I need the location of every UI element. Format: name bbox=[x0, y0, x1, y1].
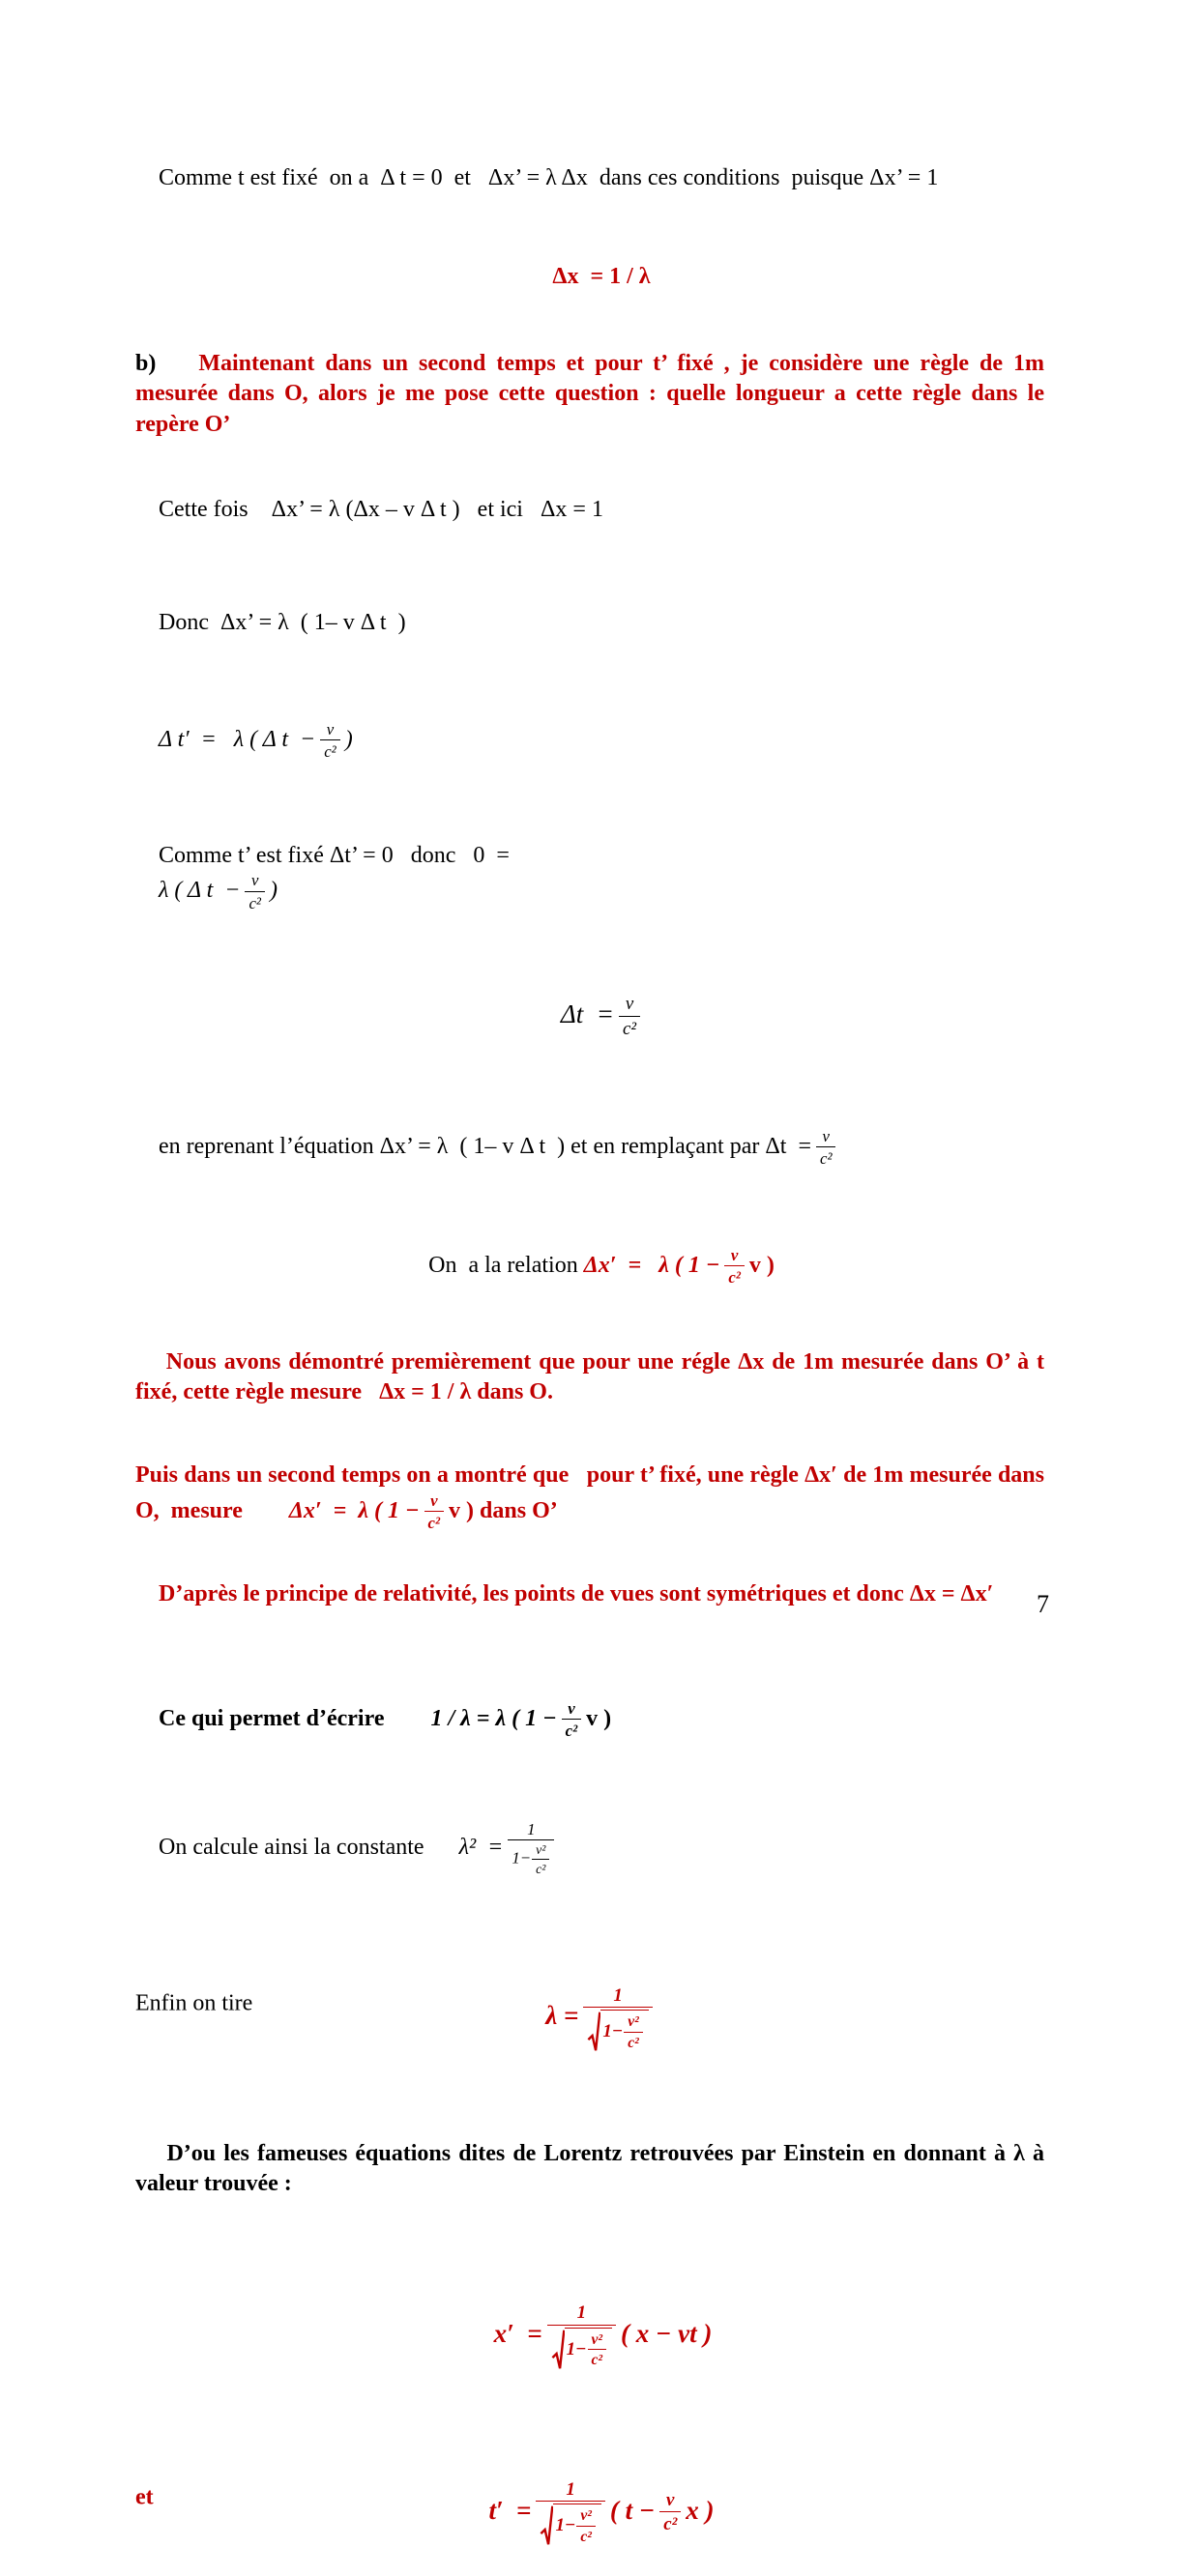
radicand bbox=[600, 2010, 648, 2052]
relation-pre: On a la relation bbox=[428, 1252, 584, 1278]
fraction-denominator: c² bbox=[591, 2352, 603, 2369]
radical-icon bbox=[587, 2012, 600, 2052]
radical-icon bbox=[540, 2505, 553, 2546]
dtprime-lhs: Δ t′ = λ ( Δ t − bbox=[159, 726, 316, 752]
one-minus: 1− bbox=[555, 2515, 576, 2536]
fraction-denominator bbox=[536, 2502, 604, 2546]
fraction-one-over-sqrt bbox=[583, 1985, 652, 2052]
tprime-post: x ) bbox=[686, 2495, 715, 2525]
comme-t-mid: λ ( Δ t − bbox=[159, 878, 241, 904]
formula-dx-equals-one-over-lambda bbox=[135, 232, 1044, 323]
dt-lhs: Δt = bbox=[560, 999, 614, 1029]
section-b-label: b) bbox=[135, 351, 157, 377]
fraction-v-over-c2 bbox=[724, 1246, 744, 1288]
lambda-lhs: λ = bbox=[545, 2001, 579, 2031]
fraction-numerator: 1 bbox=[536, 2479, 604, 2503]
formula-lambda bbox=[545, 1984, 658, 2052]
one-minus: 1− bbox=[512, 1848, 532, 1867]
fraction-denominator: c² bbox=[728, 1268, 741, 1288]
fraction-denominator bbox=[547, 2326, 616, 2370]
fraction-one-over-sqrt bbox=[547, 2302, 616, 2369]
enfin-text: Enfin on tire bbox=[135, 1990, 253, 2016]
relation-post: v ) bbox=[748, 1252, 775, 1278]
fraction-one-over-sqrt bbox=[536, 2479, 604, 2546]
puis-text-b: dans O’ bbox=[474, 1497, 558, 1523]
fraction-denominator: c² bbox=[628, 2035, 639, 2052]
donc-text: Donc Δx’ = λ ( 1– v Δ t ) bbox=[159, 610, 406, 636]
fraction-denominator: c² bbox=[820, 1149, 833, 1169]
fraction-v-over-c2 bbox=[816, 1127, 835, 1169]
radical-icon bbox=[551, 2330, 565, 2370]
fraction-v-over-c2 bbox=[320, 720, 339, 762]
fraction-v-over-c2 bbox=[424, 1491, 444, 1533]
formula-ce-qui-permet bbox=[135, 1669, 1044, 1771]
xprime-post: ( x − vt ) bbox=[621, 2318, 713, 2348]
fraction-numerator: v bbox=[816, 1127, 835, 1147]
fraction-v2-over-c2 bbox=[532, 1842, 549, 1877]
formula-enfin-on-tire bbox=[135, 1925, 1044, 2082]
fraction-denominator: c² bbox=[324, 742, 336, 762]
dou-text: D’ou les fameuses équations dites de Lorentz retrouvées par Einstein en donnant à λ à valeur trouvée : bbox=[135, 2141, 1050, 2197]
formula-comme-t-prime bbox=[135, 811, 1044, 942]
fraction-numerator: v² bbox=[624, 2013, 643, 2033]
radicand bbox=[565, 2328, 612, 2370]
ce-qui-text: Ce qui permet d’écrire bbox=[159, 1705, 385, 1731]
page-number: 7 bbox=[1037, 1590, 1049, 1618]
radicand bbox=[553, 2504, 600, 2546]
dx-result-text: Δx = 1 / λ bbox=[552, 263, 651, 289]
one-minus: 1− bbox=[602, 2021, 624, 2042]
fraction-denominator: c² bbox=[536, 1862, 546, 1877]
fraction-denominator: c² bbox=[249, 893, 261, 912]
nous-avons-text: Nous avons démontré premièrement que pour une régle Δx de 1m mesurée dans O’ à t fixé, cette règle mesure Δx = 1 / λ dans O. bbox=[135, 1348, 1056, 1405]
fraction-numerator: v bbox=[245, 871, 264, 891]
ce-qui-lhs: 1 / λ = λ ( 1 − bbox=[430, 1705, 557, 1731]
fraction-v2-over-c2 bbox=[576, 2507, 596, 2546]
constante-text: On calcule ainsi la constante bbox=[159, 1834, 424, 1860]
formula-delta-t-prime bbox=[135, 690, 1044, 792]
fraction-v2-over-c2 bbox=[624, 2013, 643, 2052]
tprime-open: ( t − bbox=[609, 2495, 656, 2525]
fraction-v-over-c2 bbox=[245, 871, 264, 912]
puis-formula-post: v ) bbox=[449, 1497, 475, 1523]
fraction-numerator: v bbox=[619, 994, 640, 1017]
fraction-v-over-c2 bbox=[659, 2490, 681, 2535]
fraction-numerator: v bbox=[562, 1699, 581, 1720]
fraction-v2-over-c2 bbox=[588, 2331, 607, 2370]
document-page-content bbox=[135, 133, 1056, 2576]
fraction-numerator: v² bbox=[532, 1842, 549, 1860]
section-b-text: Maintenant dans un second temps et pour t’ fixé , je considère une règle de 1m mesurée dans O, alors je me pose cette question : quelle longueur a cette règle dans le repère O’ bbox=[135, 351, 1050, 437]
line-donc bbox=[135, 578, 1044, 669]
fraction-numerator: v² bbox=[576, 2507, 596, 2527]
formula-relation bbox=[135, 1216, 1044, 1317]
comme-t-close: ) bbox=[269, 878, 278, 904]
fraction-numerator: 1 bbox=[547, 2302, 616, 2326]
tprime-lhs: t′ = bbox=[488, 2495, 532, 2525]
paragraph-intro bbox=[135, 133, 1044, 224]
line-en-reprenant bbox=[135, 1097, 1044, 1199]
dtprime-close: ) bbox=[344, 726, 353, 752]
fraction-one-over-1-minus-v2c2 bbox=[508, 1820, 554, 1877]
fraction-denominator bbox=[583, 2008, 652, 2052]
fraction-denominator bbox=[508, 1840, 554, 1877]
fraction-numerator: v bbox=[424, 1491, 444, 1512]
et-label: et bbox=[135, 2484, 154, 2510]
constante-lhs: λ² = bbox=[458, 1834, 504, 1860]
line-cette-fois bbox=[135, 465, 1044, 556]
comme-t-pre: Comme t’ est fixé Δt’ = 0 donc 0 = bbox=[159, 843, 510, 868]
fraction-denominator: c² bbox=[623, 1018, 637, 1039]
fraction-denominator: c² bbox=[565, 1722, 578, 1741]
intro-text: Comme t est fixé on a Δ t = 0 et Δx’ = λ Δx dans ces conditions puisque Δx’ = 1 bbox=[159, 165, 939, 191]
fraction-v-over-c2 bbox=[562, 1699, 581, 1741]
square-root bbox=[540, 2504, 600, 2546]
fraction-numerator: v bbox=[320, 720, 339, 740]
puis-formula-lhs: Δx′ = λ ( 1 − bbox=[288, 1497, 420, 1523]
square-root bbox=[551, 2328, 612, 2370]
xprime-lhs: x′ = bbox=[493, 2318, 542, 2348]
paragraph-nous-avons bbox=[135, 1317, 1056, 1438]
tprime-formula bbox=[488, 2478, 715, 2546]
formula-constante bbox=[135, 1790, 1044, 1907]
one-minus: 1− bbox=[566, 2338, 587, 2359]
fraction-numerator: 1 bbox=[508, 1820, 554, 1840]
fraction-denominator: c² bbox=[663, 2514, 678, 2535]
dapres-text: D’après le principe de relativité, les points de vues sont symétriques et donc Δx = Δx′ bbox=[159, 1581, 994, 1607]
ce-qui-post: v ) bbox=[586, 1705, 612, 1731]
paragraph-puis bbox=[135, 1461, 1050, 1532]
fraction-v-over-c2 bbox=[619, 994, 640, 1039]
cette-fois-text: Cette fois Δx’ = λ (Δx – v Δ t ) et ici Δx = 1 bbox=[159, 496, 603, 522]
paragraph-dapres bbox=[135, 1549, 1044, 1640]
formula-delta-t-result bbox=[135, 960, 1044, 1074]
reprenant-text: en reprenant l’équation Δx’ = λ ( 1– v Δ t ) et en remplaçant par Δt = bbox=[159, 1133, 811, 1159]
square-root bbox=[587, 2010, 648, 2052]
relation-lhs: Δx′ = λ ( 1 − bbox=[583, 1252, 720, 1278]
fraction-numerator: 1 bbox=[583, 1985, 652, 2009]
puis-text-a: Puis dans un second temps on a montré que pour t’ fixé, une règle Δx′ de 1m mesurée dans O, mesure bbox=[135, 1462, 1050, 1523]
formula-lorentz-t-prime bbox=[135, 2418, 1044, 2576]
fraction-denominator: c² bbox=[580, 2529, 592, 2546]
fraction-numerator: v bbox=[724, 1246, 744, 1266]
section-b-paragraph bbox=[135, 349, 1050, 440]
paragraph-dou-lorentz bbox=[135, 2109, 1050, 2230]
fraction-numerator: v bbox=[659, 2490, 681, 2513]
fraction-denominator: c² bbox=[427, 1513, 441, 1532]
formula-lorentz-x-prime bbox=[135, 2269, 1044, 2404]
fraction-numerator: v² bbox=[588, 2331, 607, 2351]
